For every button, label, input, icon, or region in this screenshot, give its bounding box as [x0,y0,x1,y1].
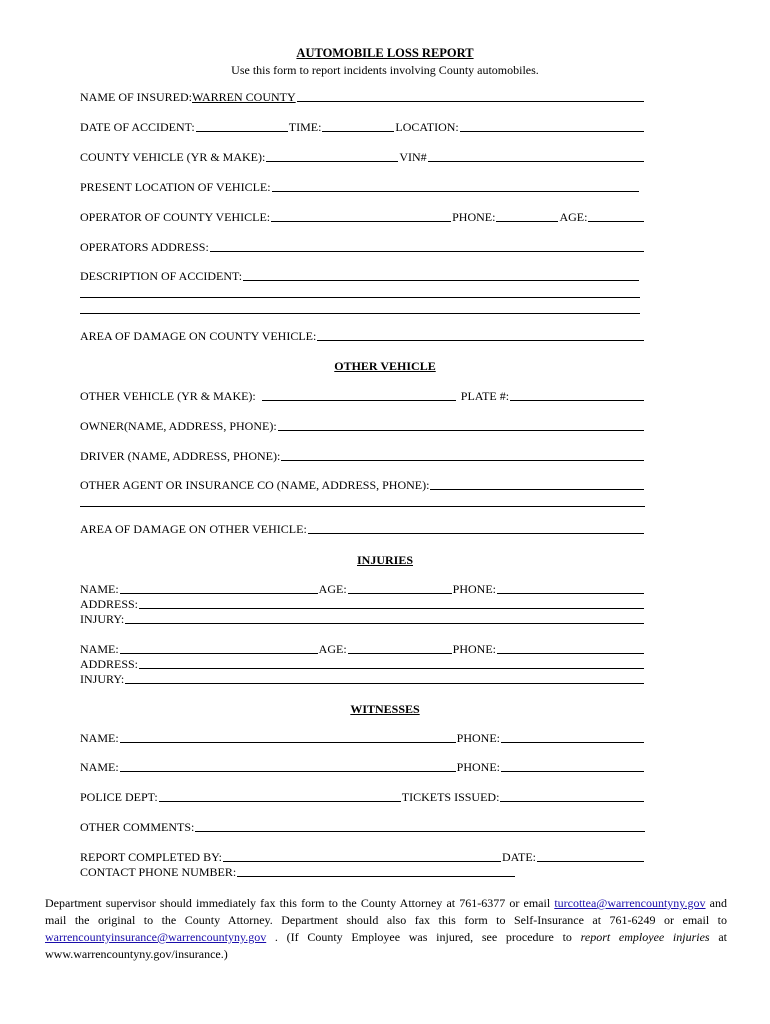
county-vehicle-label: COUNTY VEHICLE (YR & MAKE): [80,150,266,164]
report-completed-by-label: REPORT COMPLETED BY: [80,850,222,864]
insurance-email-link[interactable]: warrencountyinsurance@warrencountyny.gov [45,930,267,944]
witness2-name-label: NAME: [80,760,119,774]
witness2-phone-label: PHONE: [456,760,501,774]
injury2-injury-field[interactable] [125,672,644,684]
injury1-phone-field[interactable] [497,582,644,594]
row-owner [80,419,645,433]
description-line-3[interactable] [80,313,640,314]
injury1-address-label: ADDRESS: [80,597,139,611]
row-witness2 [80,760,645,774]
driver-label: DRIVER (NAME, ADDRESS, PHONE): [80,449,281,463]
location-label: LOCATION: [395,120,459,134]
date-of-accident-label: DATE OF ACCIDENT: [80,120,195,134]
injury2-name-label: NAME: [80,642,119,656]
date-of-accident-field[interactable] [196,120,288,132]
footer-text-4: at www.warrencountyny.gov/insurance.) [45,930,727,961]
plate-field[interactable] [510,389,644,401]
row-injury2-address [80,657,645,671]
date-field[interactable] [537,850,644,862]
row-area-damage-county [80,329,645,343]
plate-label: PLATE #: [460,389,510,403]
agent-label: OTHER AGENT OR INSURANCE CO (NAME, ADDRESS, PHONE): [80,478,430,492]
report-completed-by-field[interactable] [223,850,501,862]
row-driver [80,449,645,463]
witness1-phone-label: PHONE: [456,731,501,745]
vin-label: VIN# [399,150,427,164]
area-damage-county-field[interactable] [317,329,644,341]
row-injury2-injury [80,672,645,686]
present-location-label: PRESENT LOCATION OF VEHICLE: [80,180,271,194]
injuries-heading: INJURIES [356,553,413,567]
vin-field[interactable] [428,150,644,162]
witness2-name-field[interactable] [120,760,456,772]
owner-label: OWNER(NAME, ADDRESS, PHONE): [80,419,277,433]
row-other-vehicle [80,389,645,403]
tickets-issued-field[interactable] [500,790,644,802]
row-injury1-injury [80,612,645,626]
operator-field[interactable] [271,210,451,222]
form-subtitle: Use this form to report incidents involving County automobiles. [231,63,539,77]
injury1-age-label: AGE: [318,582,347,596]
driver-field[interactable] [281,449,644,461]
date-label: DATE: [501,850,536,864]
other-vehicle-label: OTHER VEHICLE (YR & MAKE): [80,389,256,403]
footer-text-2: and mail the original to the County Attorney. Department should also fax this form to Self-Insurance at 761-6249 or email to [45,896,727,927]
injury1-name-label: NAME: [80,582,119,596]
row-county-vehicle [80,150,645,164]
row-other-comments [80,820,646,834]
witness1-name-label: NAME: [80,731,119,745]
row-operator [80,210,645,224]
footer-text-3: . (If County Employee was injured, see procedure to [266,930,581,944]
description-label: DESCRIPTION OF ACCIDENT: [80,269,243,283]
row-contact-phone [80,865,516,879]
row-name-of-insured [80,90,645,104]
other-vehicle-field[interactable] [262,389,456,401]
footer-instructions [45,895,727,963]
operator-phone-field[interactable] [496,210,558,222]
agent-line-2[interactable] [80,506,645,507]
row-injury2-name [80,642,645,656]
injury1-age-field[interactable] [348,582,452,594]
row-present-location [80,180,640,194]
row-operators-address [80,240,645,254]
injury1-phone-label: PHONE: [452,582,497,596]
contact-phone-label: CONTACT PHONE NUMBER: [80,865,237,879]
operators-address-field[interactable] [210,240,644,252]
name-of-insured-label: NAME OF INSURED: [80,90,193,104]
row-report-completed [80,850,645,864]
operator-label: OPERATOR OF COUNTY VEHICLE: [80,210,271,224]
agent-field[interactable] [430,478,644,490]
witness1-name-field[interactable] [120,731,456,743]
description-line-2[interactable] [80,297,640,298]
present-location-field[interactable] [272,180,639,192]
county-vehicle-field[interactable] [266,150,398,162]
time-label: TIME: [288,120,322,134]
injury2-address-field[interactable] [139,657,644,669]
area-damage-county-label: AREA OF DAMAGE ON COUNTY VEHICLE: [80,329,317,343]
operator-phone-label: PHONE: [452,210,496,224]
other-comments-label: OTHER COMMENTS: [80,820,195,834]
contact-phone-field[interactable] [237,865,515,877]
injury2-address-label: ADDRESS: [80,657,139,671]
location-field[interactable] [460,120,644,132]
injury2-phone-field[interactable] [497,642,644,654]
operators-address-label: OPERATORS ADDRESS: [80,240,209,254]
footer-text-1: Department supervisor should immediately fax this form to the County Attorney at 761-6377 or email [45,896,555,910]
row-police [80,790,645,804]
other-comments-field[interactable] [195,820,645,832]
tickets-issued-label: TICKETS ISSUED: [401,790,500,804]
injury2-age-label: AGE: [318,642,347,656]
area-damage-other-field[interactable] [308,522,644,534]
operator-age-field[interactable] [588,210,644,222]
row-agent [80,478,645,492]
injury2-phone-label: PHONE: [452,642,497,656]
witnesses-heading: WITNESSES [350,702,420,716]
row-area-damage-other [80,522,645,536]
other-vehicle-heading: OTHER VEHICLE [334,359,436,373]
county-attorney-email-link[interactable]: turcottea@warrencountyny.gov [554,896,706,910]
row-injury1-address [80,597,645,611]
name-of-insured-line[interactable] [297,90,644,102]
witness1-phone-field[interactable] [501,731,644,743]
injury2-name-field[interactable] [120,642,318,654]
injury2-age-field[interactable] [348,642,452,654]
row-witness1 [80,731,645,745]
time-field[interactable] [322,120,394,132]
operator-age-label: AGE: [559,210,588,224]
witness2-phone-field[interactable] [501,760,644,772]
name-of-insured-value[interactable]: WARREN COUNTY [192,90,296,104]
footer-italic-text: report employee injuries [580,930,710,944]
police-dept-field[interactable] [159,790,401,802]
row-description [80,269,640,283]
injury1-name-field[interactable] [120,582,318,594]
description-field[interactable] [243,269,639,281]
form-title: AUTOMOBILE LOSS REPORT [296,46,474,60]
injury2-injury-label: INJURY: [80,672,125,686]
police-dept-label: POLICE DEPT: [80,790,158,804]
injury1-injury-field[interactable] [125,612,644,624]
injury1-address-field[interactable] [139,597,644,609]
row-date-time-location [80,120,645,134]
owner-field[interactable] [278,419,644,431]
row-injury1-name [80,582,645,596]
injury1-injury-label: INJURY: [80,612,125,626]
area-damage-other-label: AREA OF DAMAGE ON OTHER VEHICLE: [80,522,307,536]
